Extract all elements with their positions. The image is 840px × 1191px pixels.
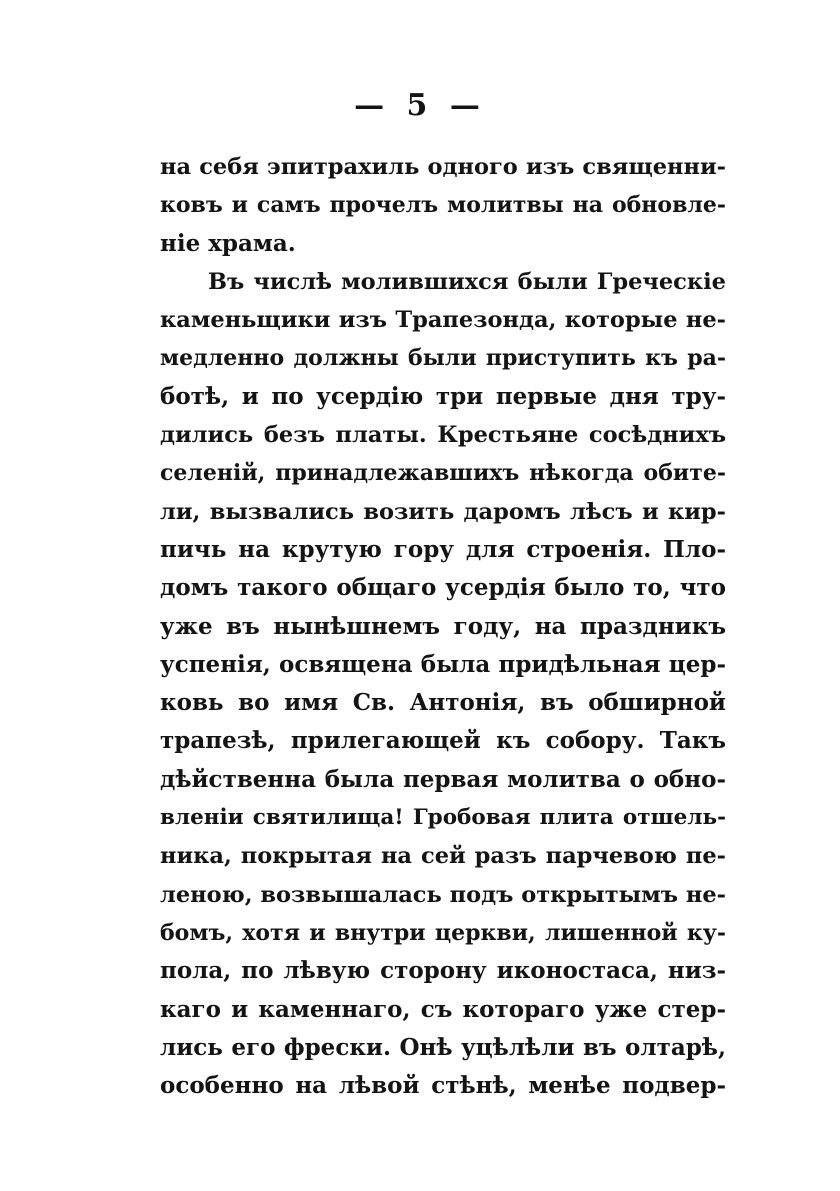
- text-line: дѣйственна была первая молитва о обно-: [160, 765, 726, 793]
- text-line: Въ числѣ молившихся были Греческіе: [208, 268, 726, 295]
- text-line: ковь во имя Св. Антонія, въ обширной: [160, 689, 726, 717]
- text-line: успенія, освящена была придѣльная цер-: [160, 650, 726, 678]
- text-line: леною, возвышалась подъ открытымъ не-: [160, 881, 726, 908]
- text-line: уже въ нынѣшнемъ году, на праздникъ: [160, 612, 726, 640]
- text-line: домъ такого общаго усердія было то, что: [160, 574, 726, 602]
- text-line: ковъ и самъ прочелъ молитвы на обновле-: [160, 192, 726, 219]
- text-line: особенно на лѣвой стѣнѣ, менѣе подвер-: [160, 1072, 726, 1100]
- text-line: дились безъ платы. Крестьяне сосѣднихъ: [160, 422, 726, 449]
- text-line: ника, покрытая на сей разъ парчевою пе-: [160, 843, 726, 870]
- text-line: лись его фрески. Онѣ уцѣлѣли въ олтарѣ,: [160, 1033, 726, 1061]
- text-line: на себя эпитрахиль одного изъ священни-: [160, 154, 726, 180]
- text-line: пола, по лѣвую сторону иконостаса, низ-: [160, 957, 726, 985]
- body-text: [160, 148, 726, 1105]
- text-line: ли, вызвались возить даромъ лѣсъ и кир-: [160, 498, 726, 525]
- text-line: вленіи святилища! Гробовая плита отшель-: [160, 805, 726, 831]
- text-line: ніе храма.: [160, 229, 296, 257]
- page-number: — 5 —: [354, 88, 486, 123]
- text-line: ботѣ, и по усердію три первые дня тру-: [160, 382, 726, 410]
- text-line: медленно должны были приступить къ ра-: [160, 345, 726, 372]
- text-line: пичь на крутую гору для строенія. Пло-: [160, 535, 726, 563]
- text-line: каменьщики изъ Трапезонда, которые не-: [160, 307, 726, 334]
- text-line: трапезѣ, прилегающей къ собору. Такъ: [160, 727, 726, 755]
- text-line: каго и каменнаго, съ котораго уже стер-: [160, 995, 726, 1023]
- text-line: селеній, принадлежавшихъ нѣкогда обите-: [160, 460, 726, 487]
- text-line: бомъ, хотя и внутри церкви, лишенной ку-: [160, 919, 726, 946]
